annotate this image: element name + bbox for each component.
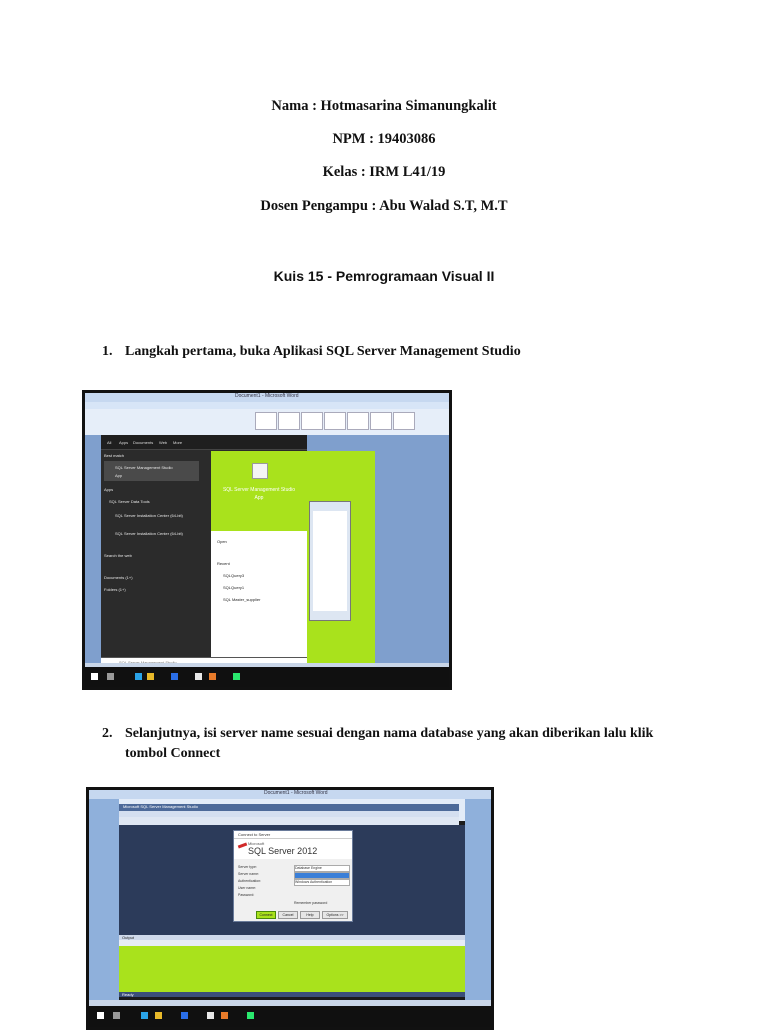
word-ribbon: [85, 409, 449, 436]
best-match-sub: App: [115, 473, 123, 478]
ssms-status-bar: Ready: [119, 992, 465, 997]
page-title: Kuis 15 - Pemrogramaan Visual II: [273, 268, 495, 284]
word-side-area: [465, 799, 491, 1000]
inner-window-content: [313, 511, 347, 611]
windows-icon[interactable]: [91, 673, 98, 680]
dialog-banner: [234, 839, 352, 859]
word-title-bar: Document1 - Microsoft Word: [85, 393, 449, 402]
app-icon[interactable]: [207, 1012, 214, 1019]
step-text: Selanjutnya, isi server name sesuai dengan nama database yang akan diberikan lalu klik tombol Connect: [125, 726, 654, 761]
connect-button[interactable]: Connect: [256, 911, 276, 919]
server-name-input[interactable]: [294, 872, 350, 879]
output-header: Output: [119, 935, 465, 940]
folder-icon[interactable]: [147, 673, 154, 680]
preview-sub: App: [254, 495, 264, 501]
screenshot-start-menu: [82, 390, 452, 690]
recent-item[interactable]: SQLQuery3: [223, 573, 245, 578]
edge-icon[interactable]: [141, 1012, 148, 1019]
windows-icon[interactable]: [97, 1012, 104, 1019]
app-item[interactable]: SQL Server Installation Center (64-bit): [115, 513, 183, 518]
step-text: Langkah pertama, buka Aplikasi SQL Server Management Studio: [125, 344, 521, 359]
taskbar: [85, 667, 449, 687]
ms-label: Microsoft: [248, 841, 265, 846]
step-number: 1.: [102, 344, 113, 359]
best-match-app[interactable]: SQL Server Management Studio: [115, 465, 173, 470]
server-name-row: Server name:: [238, 872, 350, 877]
app-item[interactable]: SQL Server Data Tools: [109, 499, 150, 504]
search-icon[interactable]: [113, 1012, 120, 1019]
app-icon[interactable]: [247, 1012, 254, 1019]
folders-label[interactable]: Folders (1+): [104, 587, 126, 592]
recent-item[interactable]: SQL Master_supplier: [223, 597, 261, 602]
recent-item[interactable]: SQLQuery1: [223, 585, 245, 590]
step-number: 2.: [102, 726, 113, 741]
preview-title: SQL Server Management Studio: [222, 487, 296, 493]
screenshot-connect-dialog: [86, 787, 494, 1030]
edge-icon[interactable]: [135, 673, 142, 680]
word-ribbon-tabs: [85, 402, 449, 409]
folder-icon[interactable]: [155, 1012, 162, 1019]
auth-row: Authentication: Windows Authentication: [238, 879, 350, 884]
cancel-button[interactable]: Cancel: [278, 911, 298, 919]
student-npm: NPM : 19403086: [332, 131, 436, 147]
app-icon[interactable]: [195, 673, 202, 680]
sql-logo-icon: [238, 843, 247, 849]
password-row: Password:: [238, 893, 255, 897]
help-button[interactable]: Help: [300, 911, 320, 919]
app-icon[interactable]: [221, 1012, 228, 1019]
recent-label: Recent: [217, 561, 230, 566]
remember-password[interactable]: Remember password: [294, 901, 328, 905]
ssms-icon: [252, 463, 268, 479]
best-match-item[interactable]: [104, 461, 199, 481]
product-name: SQL Server 2012: [248, 846, 318, 856]
apps-label: Apps: [104, 487, 114, 492]
word-icon[interactable]: [181, 1012, 188, 1019]
connect-dialog: [233, 830, 353, 922]
app-icon[interactable]: [209, 673, 216, 680]
step-2: [102, 724, 682, 764]
server-type-row: Server type: Database Engine: [238, 865, 350, 870]
start-menu-preview: [211, 451, 307, 657]
open-action[interactable]: Open: [217, 539, 227, 544]
word-side-area: [89, 799, 119, 1000]
options-button[interactable]: Options >>: [322, 911, 348, 919]
search-web-label[interactable]: Search the web: [104, 553, 132, 558]
step-1: [102, 342, 682, 362]
student-class: Kelas : IRM L41/19: [322, 164, 446, 180]
lecturer: Dosen Pengampu : Abu Walad S.T, M.T: [260, 198, 508, 214]
start-menu-tabs: All Apps Documents Web More: [101, 435, 307, 450]
best-match-label: Best match: [104, 453, 125, 458]
word-title-bar: Document1 - Microsoft Word: [89, 790, 491, 799]
start-menu: [101, 435, 307, 657]
app-item[interactable]: SQL Server Installation Center (64-bit): [115, 531, 183, 536]
output-panel: [119, 946, 465, 992]
dialog-title-bar: Connect to Server: [234, 831, 352, 839]
word-icon[interactable]: [171, 673, 178, 680]
student-name: Nama : Hotmasarina Simanungkalit: [271, 98, 497, 114]
username-row: User name:: [238, 886, 257, 890]
search-icon[interactable]: [107, 673, 114, 680]
app-icon[interactable]: [233, 673, 240, 680]
preview-header: [211, 451, 307, 531]
documents-label[interactable]: Documents (1+): [104, 575, 133, 580]
ssms-title-bar: Microsoft SQL Server Management Studio: [119, 804, 459, 811]
